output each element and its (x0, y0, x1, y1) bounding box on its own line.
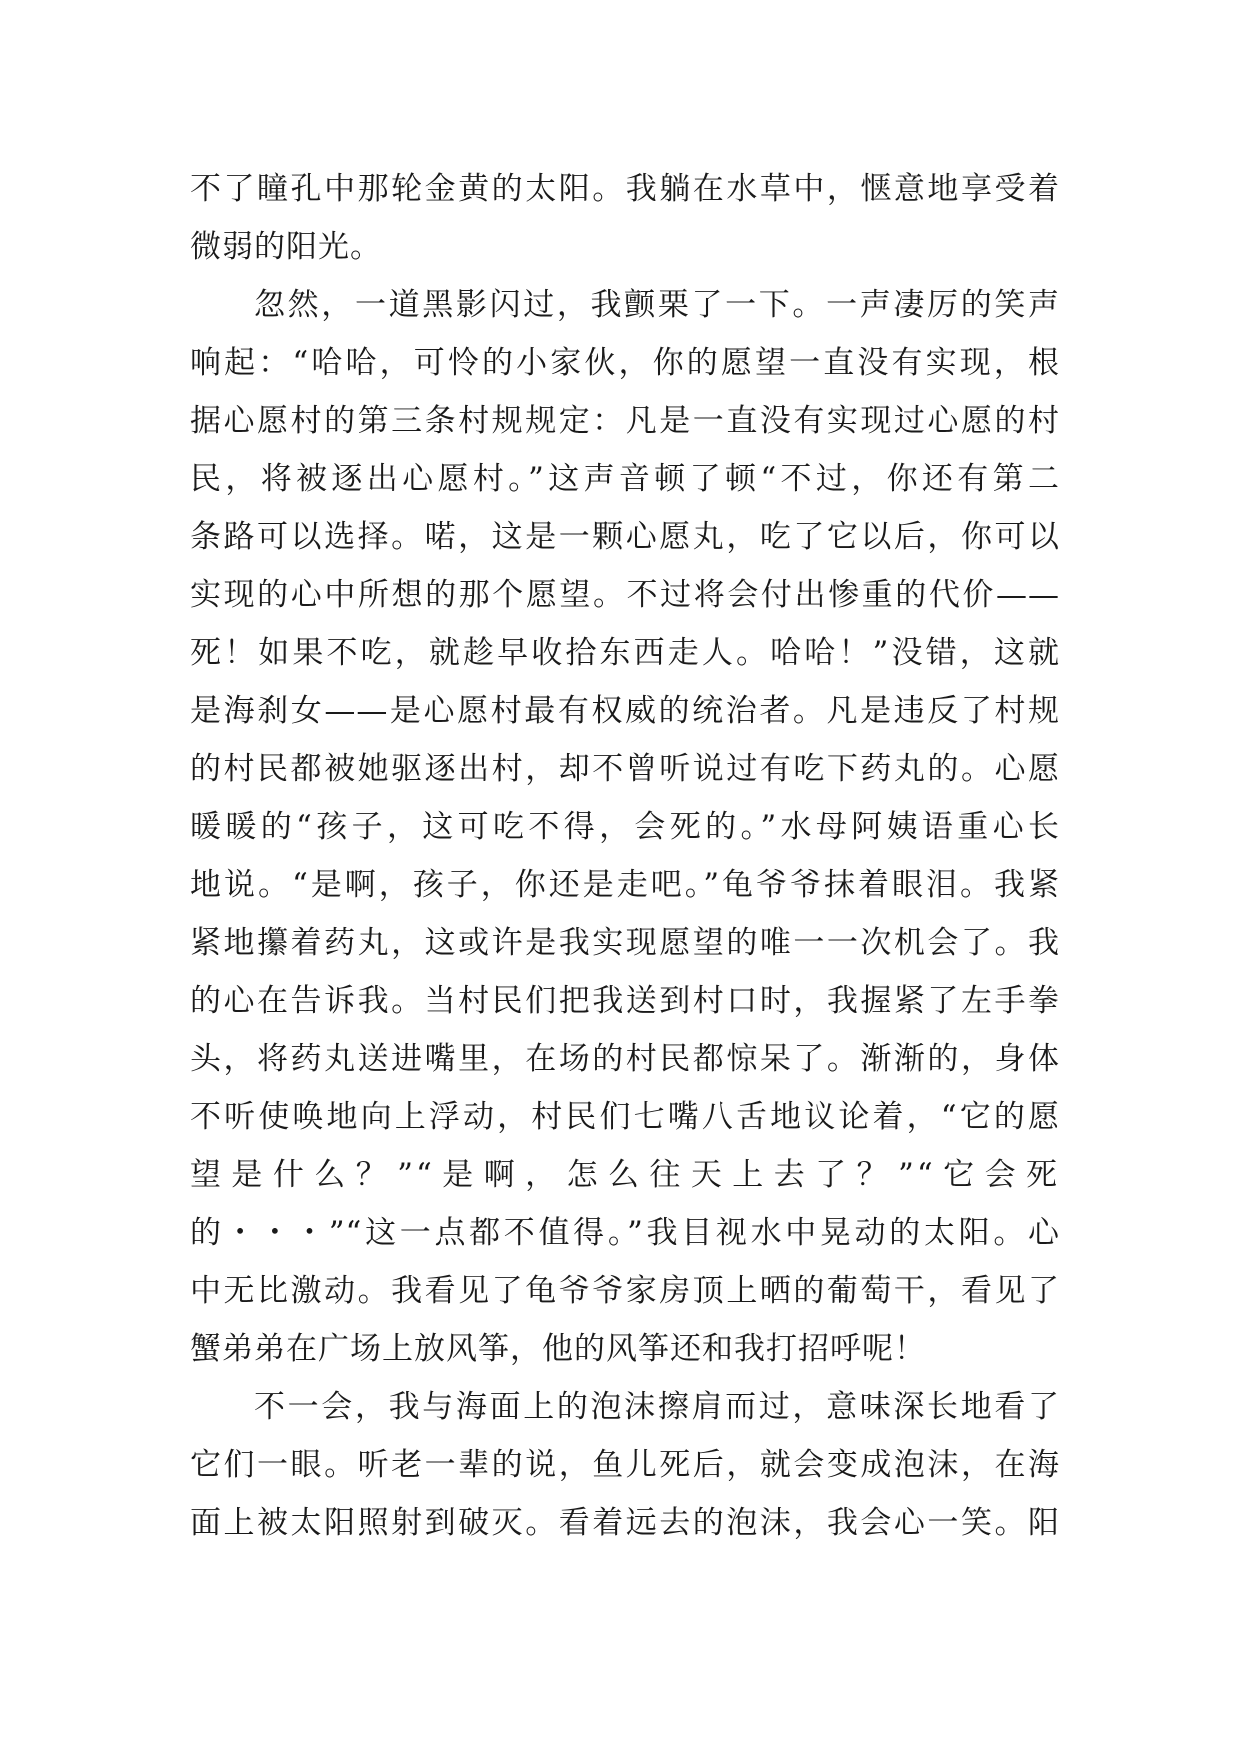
text-line: 死！如果不吃，就趁早收拾东西走人。哈哈！”没错，这就 (190, 635, 1060, 671)
text-line: 紧地攥着药丸，这或许是我实现愿望的唯一一次机会了。我 (190, 925, 1060, 961)
text-line: 它们一眼。听老一辈的说，鱼儿死后，就会变成泡沫，在海 (190, 1447, 1060, 1483)
text-line: 暖暖的“孩子，这可吃不得，会死的。”水母阿姨语重心长 (190, 809, 1060, 845)
text-line: 响起：“哈哈，可怜的小家伙，你的愿望一直没有实现，根 (190, 345, 1060, 381)
text-line: 条路可以选择。喏，这是一颗心愿丸，吃了它以后，你可以 (190, 519, 1060, 555)
text-line: 民，将被逐出心愿村。”这声音顿了顿“不过，你还有第二 (190, 461, 1060, 497)
text-line: 头，将药丸送进嘴里，在场的村民都惊呆了。渐渐的，身体 (190, 1041, 1060, 1077)
text-line: 的村民都被她驱逐出村，却不曾听说过有吃下药丸的。心愿 (190, 751, 1060, 787)
text-line: 是海刹女——是心愿村最有权威的统治者。凡是违反了村规 (190, 693, 1060, 729)
text-line: 望是什么？”“是啊，怎么往天上去了？”“它会死 (190, 1157, 1060, 1193)
text-line: 忽然，一道黑影闪过，我颤栗了一下。一声凄厉的笑声 (254, 287, 1060, 323)
text-line: 蟹弟弟在广场上放风筝，他的风筝还和我打招呼呢！ (190, 1331, 926, 1367)
text-line: 不一会，我与海面上的泡沫擦肩而过，意味深长地看了 (254, 1389, 1060, 1425)
text-line: 面上被太阳照射到破灭。看着远去的泡沫，我会心一笑。阳 (190, 1505, 1060, 1541)
text-line: 微弱的阳光。 (190, 229, 382, 265)
text-line: 的心在告诉我。当村民们把我送到村口时，我握紧了左手拳 (190, 983, 1060, 1019)
body-text (190, 160, 1060, 1552)
text-line: 中无比激动。我看见了龟爷爷家房顶上晒的葡萄干，看见了 (190, 1273, 1060, 1309)
text-line: 地说。“是啊，孩子，你还是走吧。”龟爷爷抹着眼泪。我紧 (190, 867, 1060, 903)
text-line: 不了瞳孔中那轮金黄的太阳。我躺在水草中，惬意地享受着 (190, 171, 1060, 207)
text-line: 据心愿村的第三条村规规定：凡是一直没有实现过心愿的村 (190, 403, 1060, 439)
text-line: 实现的心中所想的那个愿望。不过将会付出惨重的代价—— (190, 577, 1060, 613)
text-line: 不听使唤地向上浮动，村民们七嘴八舌地议论着，“它的愿 (190, 1099, 1060, 1135)
text-line: 的・・・”“这一点都不值得。”我目视水中晃动的太阳。心 (190, 1215, 1060, 1251)
